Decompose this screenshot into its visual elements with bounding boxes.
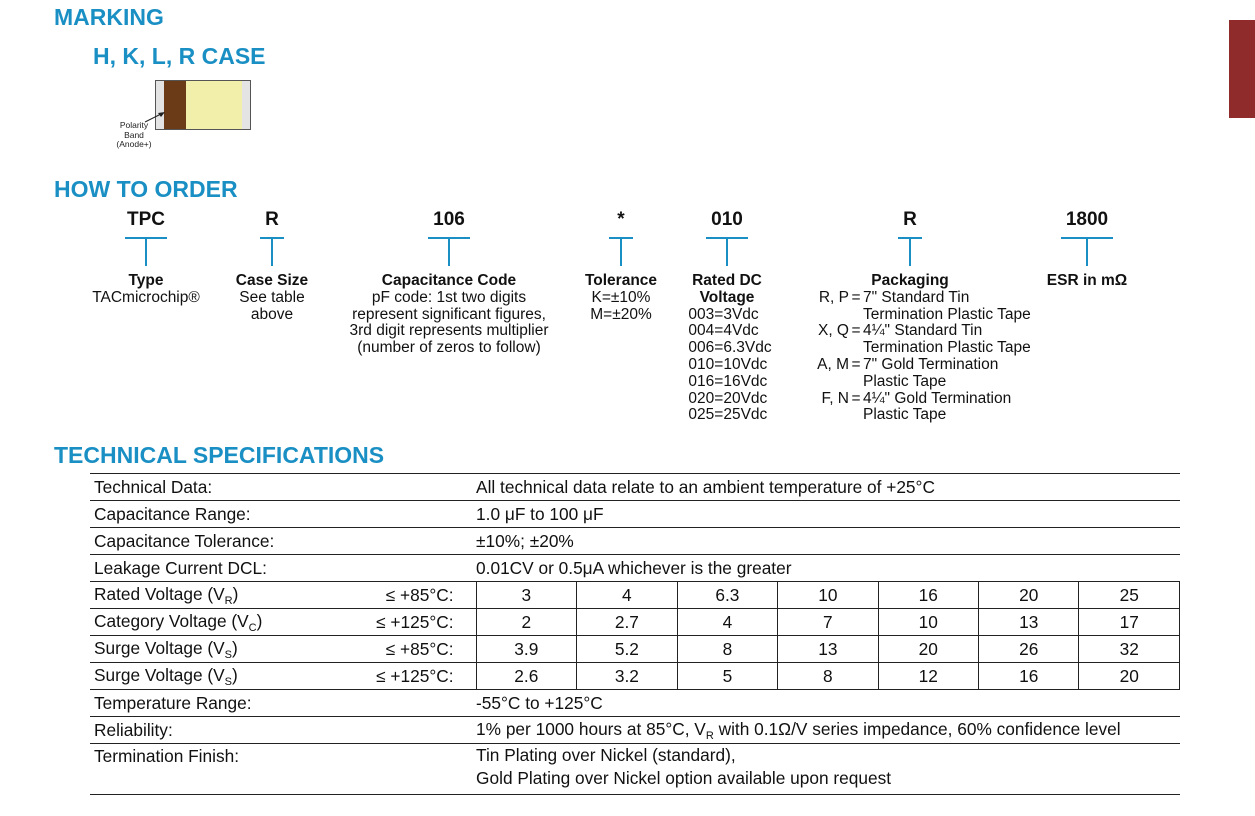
spec-value: Tin Plating over Nickel (standard), Gold Plating over Nickel option available upon request	[476, 745, 892, 788]
packaging-option: F, N = 4¼" Gold Termination Plastic Tape	[821, 389, 1012, 424]
order-tolerance-column	[585, 273, 657, 323]
case-heading: H, K, L, R CASE	[93, 43, 266, 69]
chip-terminal-right	[242, 81, 250, 129]
capacitance-title: Capacitance Code	[381, 272, 517, 289]
voltage-cell: 3.2	[577, 663, 678, 690]
voltage-cell: 20	[979, 582, 1079, 609]
table-row	[90, 528, 1180, 555]
voltage-cell: 7	[778, 609, 878, 636]
tee-connector	[898, 237, 922, 267]
voltage-cell: 13	[778, 636, 878, 663]
order-packaging-column	[795, 273, 1031, 424]
type-title: Type	[128, 272, 164, 289]
spec-label: Leakage Current DCL:	[94, 557, 267, 578]
order-code-voltage: 010	[711, 209, 743, 230]
table-row	[90, 717, 1180, 744]
marking-heading: MARKING	[54, 4, 164, 30]
voltage-cell: 10	[778, 582, 878, 609]
table-row	[90, 582, 1180, 609]
spec-label: Temperature Range:	[94, 692, 252, 713]
voltage-cell: 26	[979, 636, 1079, 663]
voltage-cell: 4	[677, 609, 778, 636]
voltage-cell: 5.2	[577, 636, 678, 663]
order-voltage-column	[682, 273, 771, 424]
table-row	[90, 636, 1180, 663]
voltage-cell: 3	[476, 582, 577, 609]
packaging-option: R, P = 7" Standard Tin Termination Plastic Tape	[818, 288, 1031, 323]
voltage-cell: 8	[677, 636, 778, 663]
spec-value: All technical data relate to an ambient temperature of +25°C	[476, 476, 935, 497]
tee-connector	[1061, 237, 1113, 267]
tee-connector	[706, 237, 748, 267]
spec-label: Surge Voltage $(V_S)$	[94, 637, 238, 661]
case-size-title: Case Size	[235, 272, 309, 289]
table-row	[90, 744, 1180, 795]
voltage-cell: 6.3	[677, 582, 778, 609]
polarity-label: Polarity Band (Anode+)	[116, 120, 152, 149]
spec-label: Reliability:	[94, 719, 173, 740]
order-code-case: R	[265, 209, 279, 230]
capacitance-desc-line: (number of zeros to follow)	[357, 339, 541, 357]
voltage-cell: 17	[1079, 609, 1180, 636]
case-size-desc-line: above	[250, 305, 294, 323]
tee-connector	[260, 237, 284, 267]
voltage-cell: 12	[878, 663, 978, 690]
voltage-cell: 5	[677, 663, 778, 690]
order-code-esr: 1800	[1065, 209, 1109, 230]
spec-condition: ≤ +85°C:	[385, 584, 454, 605]
spec-value: 1% per 1000 hours at 85°C, $V_R$ with 0.1Ω/V series impedance, 60% confidence level	[476, 718, 1121, 742]
spec-label: Technical Data:	[94, 476, 213, 497]
order-type-column	[92, 273, 200, 307]
voltage-cell: 2.7	[577, 609, 678, 636]
polarity-band	[164, 81, 186, 129]
order-case-column	[236, 273, 308, 323]
spec-label: Surge Voltage $(V_S)$	[94, 664, 238, 688]
tolerance-desc-line: M=±20%	[590, 305, 652, 323]
capacitance-desc-line: represent significant figures,	[352, 305, 546, 323]
spec-value: 1.0 μF to 100 μF	[476, 503, 604, 524]
voltage-cell: 16	[979, 663, 1079, 690]
voltage-cell: 20	[878, 636, 978, 663]
type-desc: TACmicrochip®	[92, 288, 200, 306]
order-code-packaging: R	[903, 209, 917, 230]
voltage-cell: 16	[878, 582, 978, 609]
capacitance-desc-line: 3rd digit represents multiplier	[349, 322, 549, 340]
capacitance-desc-line: pF code: 1st two digits	[371, 288, 527, 306]
voltage-cell: 32	[1079, 636, 1180, 663]
tee-connector	[125, 237, 167, 267]
rated-dc-title: Rated DC	[692, 272, 762, 289]
case-size-desc-line: See table	[239, 288, 305, 306]
table-row	[90, 474, 1180, 501]
spec-value: ±10%; ±20%	[476, 530, 574, 551]
voltage-code-list: 003=3Vdc 004=4Vdc 006=6.3Vdc 010=10Vdc 016=16Vdc 020=20Vdc 025=25Vdc	[688, 305, 772, 424]
voltage-cell: 25	[1079, 582, 1180, 609]
table-row	[90, 663, 1180, 690]
spec-value: 0.01CV or 0.5μA whichever is the greater	[476, 557, 792, 578]
voltage-cell: 4	[577, 582, 678, 609]
spec-label: Category Voltage $(V_C)$	[94, 610, 263, 634]
table-row	[90, 690, 1180, 717]
packaging-option: X, Q = 4¼" Standard Tin Termination Plastic Tape	[817, 322, 1031, 357]
spec-condition: ≤ +85°C:	[385, 638, 454, 659]
order-code-tolerance: *	[617, 209, 625, 230]
spec-condition: ≤ +125°C:	[376, 611, 454, 632]
voltage-cell: 3.9	[476, 636, 577, 663]
voltage-cell: 20	[1079, 663, 1180, 690]
order-code-type: TPC	[127, 209, 165, 230]
voltage-cell: 10	[878, 609, 978, 636]
voltage-cell: 13	[979, 609, 1079, 636]
packaging-title: Packaging	[871, 272, 949, 289]
chip-illustration	[155, 80, 251, 130]
spec-label: Capacitance Range:	[94, 503, 251, 524]
order-code-capacitance: 106	[433, 209, 465, 230]
voltage-cell: 2	[476, 609, 577, 636]
tee-connector	[609, 237, 633, 267]
voltage-cell: 8	[778, 663, 878, 690]
table-row	[90, 501, 1180, 528]
spec-table	[90, 473, 1180, 795]
packaging-option: A, M = 7" Gold Termination Plastic Tape	[817, 355, 999, 390]
tee-connector	[428, 237, 470, 267]
tolerance-desc-line: K=±10%	[591, 288, 651, 306]
esr-title: ESR in mΩ	[1046, 272, 1128, 289]
spec-label: Rated Voltage $(V_R)$	[94, 583, 239, 607]
spec-label: Termination Finish:	[94, 746, 240, 766]
order-capacitance-column	[349, 273, 548, 357]
voltage-cell: 2.6	[476, 663, 577, 690]
tolerance-title: Tolerance	[584, 272, 658, 289]
spec-value: -55°C to +125°C	[476, 692, 603, 713]
side-tab-marker	[1229, 20, 1255, 118]
technical-specifications-heading: TECHNICAL SPECIFICATIONS	[54, 442, 385, 468]
spec-condition: ≤ +125°C:	[376, 665, 454, 686]
spec-label: Capacitance Tolerance:	[94, 530, 275, 551]
table-row	[90, 609, 1180, 636]
how-to-order-heading: HOW TO ORDER	[54, 176, 238, 202]
rated-dc-title-line2: Voltage	[699, 288, 755, 306]
order-esr-column	[1047, 273, 1127, 290]
table-row	[90, 555, 1180, 582]
